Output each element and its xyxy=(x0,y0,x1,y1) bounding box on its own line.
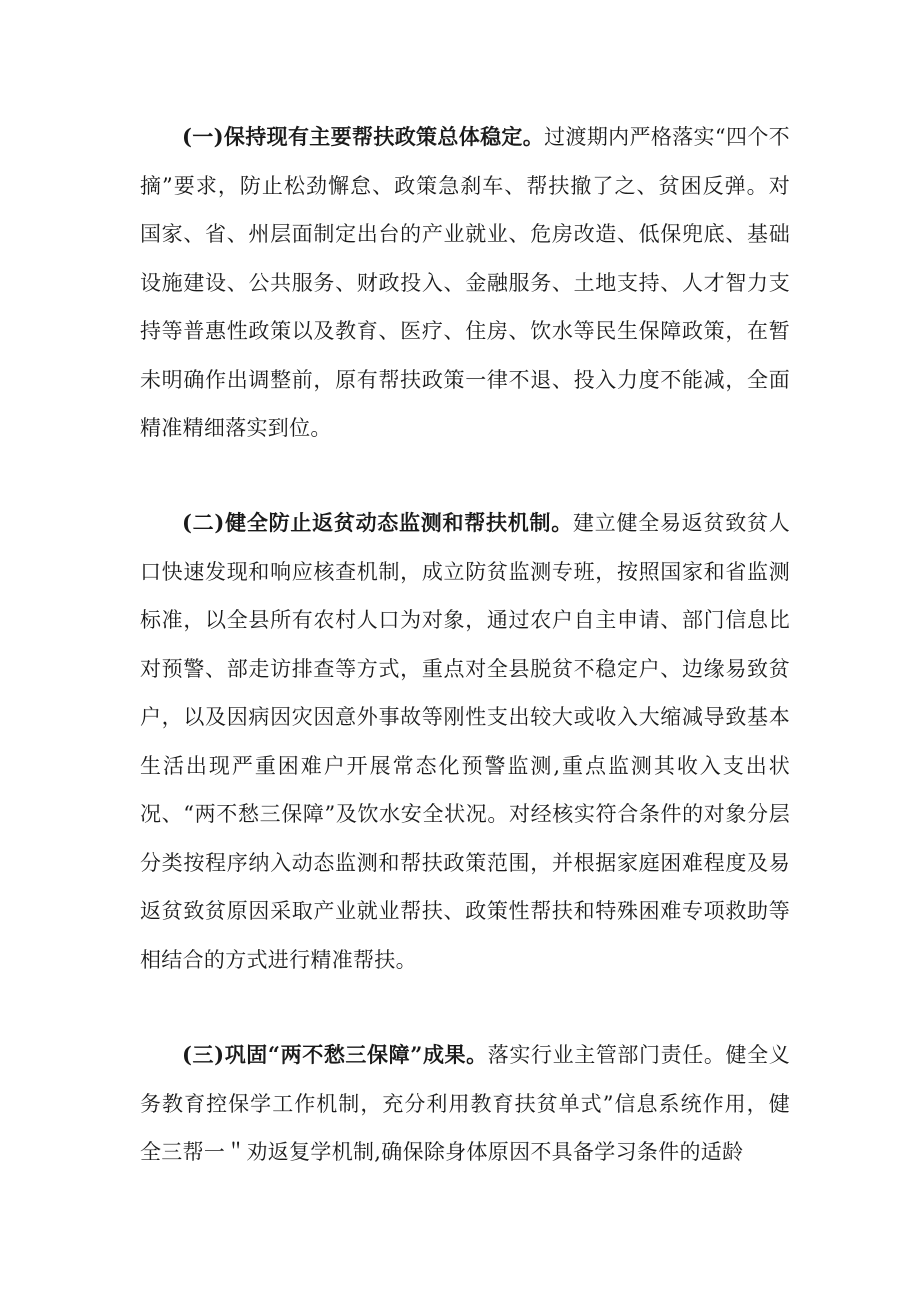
paragraph-heading: (二)健全防止返贫动态监测和帮扶机制。 xyxy=(182,510,573,535)
paragraph-heading: (三)巩固“两不愁三保障”成果。 xyxy=(182,1042,488,1067)
paragraph-3 xyxy=(140,1031,790,1177)
paragraph-body: 建立健全易返贫致贫人口快速发现和响应核查机制，成立防贫监测专班，按照国家和省监测标准，以全县所有农村人口为对象，通过农户自主申请、部门信息比对预警、部走访排查等方式，重点对全县脱贫不稳定户、边缘易致贫户，以及因病因灾因意外事故等刚性支出较大或收入大缩减导致基本生活出现严重困难户开展常态化预警监测,重点监测其收入支出状况、“两不愁三保障”及饮水安全状况。对经核实符合条件的对象分层分类按程序纳入动态监测和帮扶政策范围，并根据家庭困难程度及易返贫致贫原因采取产业就业帮扶、政策性帮扶和特殊困难专项救助等相结合的方式进行精准帮扶。 xyxy=(140,511,790,972)
paragraph-heading: (一)保持现有主要帮扶政策总体稳定。 xyxy=(182,124,545,149)
paragraph-2 xyxy=(140,499,790,984)
paragraph-body: 落实行业主管部门责任。健全义务教育控保学工作机制，充分利用教育扶贫单式”信息系统作用，健全三帮一＂劝返复学机制,确保除身体原因不具备学习条件的适龄 xyxy=(140,1043,790,1164)
paragraph-body: 过渡期内严格落实“四个不摘”要求，防止松劲懈怠、政策急刹车、帮扶撤了之、贫困反弹。对国家、省、州层面制定出台的产业就业、危房改造、低保兜底、基础设施建设、公共服务、财政投入、金融服务、土地支持、人才智力支持等普惠性政策以及教育、医疗、住房、饮水等民生保障政策，在暂未明确作出调整前，原有帮扶政策一律不退、投入力度不能减，全面精准精细落实到位。 xyxy=(140,125,790,440)
paragraph-1 xyxy=(140,113,790,453)
